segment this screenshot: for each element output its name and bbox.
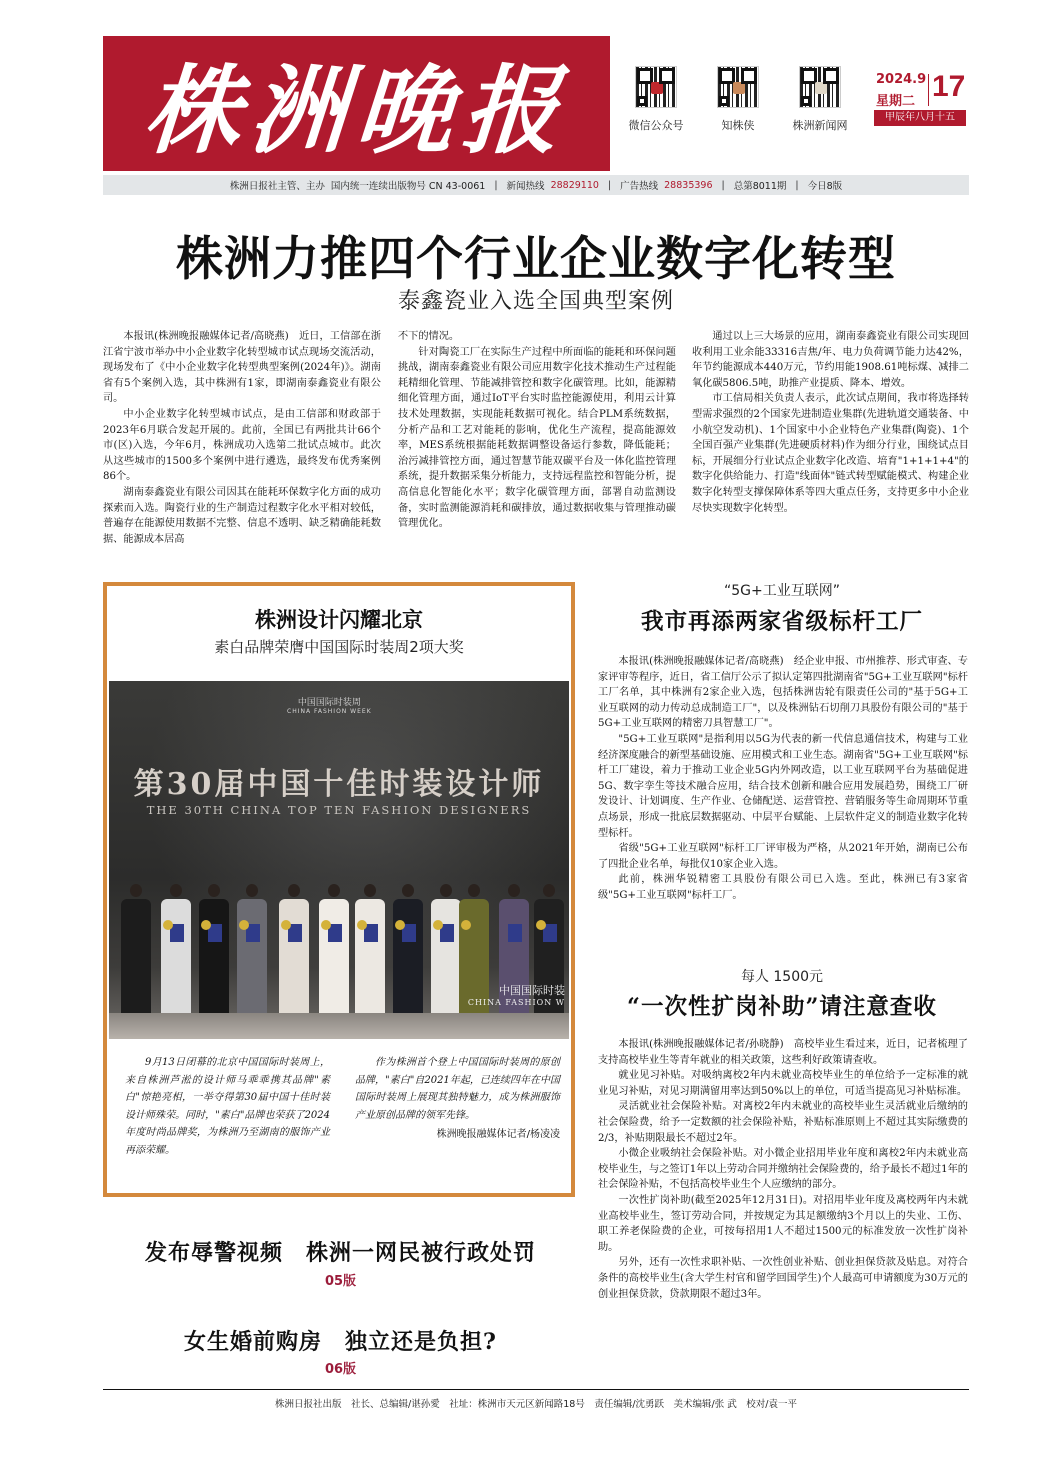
teaser-headline-05[interactable]: 发布辱警视频 株洲一网民被行政处罚 [144, 1240, 536, 1266]
article-5g-kicker: “5G+工业互联网” [724, 583, 840, 599]
footer-imprint: 株洲日报社出版 社长、总编辑/谌孙愛 社址：株洲市天元区新闻路18号 责任编辑/沈勇跃 美术编辑/张 武 校对/袁一平 [275, 1399, 797, 1410]
serial-number: 国内统一连续出版物号 CN 43-0061 [330, 181, 486, 192]
publisher: 株洲日报社主管、主办 [229, 181, 325, 192]
watermark-cn: 中国国际时装 [499, 984, 565, 997]
divider: | [494, 179, 498, 191]
paragraph: 此前，株洲华锐精密工具股份有限公司已入选。至此，株洲已有3家省级"5G+工业互联网"标杆工厂。 [598, 874, 968, 901]
divider: | [607, 179, 612, 191]
newspaper-name: 株洲晚报 [140, 54, 572, 167]
date-weekday: 星期二 [876, 94, 916, 109]
date-divider [928, 74, 929, 106]
feature-text-right [355, 1054, 560, 1144]
paragraph: 省级"5G+工业互联网"标杆工厂评审极为严格，从2021年开始，湖南已公布了四批企业名单，每批仅10家企业入选。 [598, 843, 968, 870]
feature-subheadline: 素白品牌荣膺中国国际时装周2项大奖 [214, 638, 464, 656]
qr-wechat[interactable] [618, 66, 694, 133]
masthead-logo [103, 36, 610, 171]
qr-code-icon [635, 66, 677, 108]
paragraph: "5G+工业互联网"是指利用以5G为代表的新一代信息通信技术，构建与工业经济深度融合的新型基础设施、应用模式和工业生态。湖南省"5G+工业互联网"标杆工厂建设，着力于推动工业企业5G内外网改造，以工业互联网平台为基础促进5G、数字孪生等技术融合应用，结合技术创新和融合应用发展趋势，围绕工厂研发设计、计划调度、生产作业、仓储配送、运营管控、营销服务等生命周期环节重点场景，形成一批底层数据驱动、中层平台赋能、上层软件定义的制造业数字化转型标杆。 [598, 733, 968, 839]
paragraph: 一次性扩岗补助(截至2025年12月31日)。对招用毕业年度及离校两年内未就业高校毕业生，签订劳动合同，并按规定为其足额缴纳3个月以上的失业、工伤、职工养老保险费的企业，可按每招用1人不超过1500元的标准发放一次性扩岗补助。 [598, 1194, 968, 1253]
date-lunar: 甲辰年八月十五 [874, 110, 966, 126]
footer-divider [103, 1389, 969, 1390]
byline: 株洲晚报融媒体记者/杨凌凌 [436, 1129, 560, 1140]
paragraph: 湖南泰鑫瓷业有限公司因其在能耗环保数字化方面的成功探索而入选。陶瓷行业的生产制造过程数字化水平相对较低，普遍存在能源使用数据不完整、信息不透明、缺乏精确能耗数据、能源成本居高 [103, 486, 381, 545]
qr-label: 株洲新闻网 [792, 119, 848, 132]
paragraph: 灵活就业社会保险补贴。对离校2年内未就业的高校毕业生灵活就业后缴纳的社会保险费，给予一定数额的社会保险补贴，补贴标准原则上不超过其实际缴费的2/3，补贴期限最长不超过2年。 [598, 1101, 968, 1144]
feature-text-left [125, 1054, 330, 1159]
ad-hotline-label: 广告热线 [620, 181, 659, 192]
divider: | [795, 179, 799, 191]
date-day: 17 [932, 70, 966, 103]
qr-code-icon [717, 66, 759, 108]
divider: | [721, 179, 725, 191]
lead-column-2 [398, 329, 676, 532]
qr-label: 微信公众号 [628, 119, 684, 132]
paragraph: 中小企业数字化转型城市试点，是由工信部和财政部于2023年6月联合发起开展的。此前，全国已有两批共计66个市(区)入选，今年6月，株洲成功入选第二批试点城市。此次从这些城市的1500多个案例中进行遴选，最终发布优秀案例86个。 [103, 408, 381, 483]
photo-backdrop-subtitle: THE 30TH CHINA TOP TEN FASHION DESIGNERS [146, 803, 532, 817]
paragraph: 本报讯(株洲晚报融媒体记者/孙晓静) 高校毕业生看过来，近日，记者梳理了支持高校毕业生等青年就业的相关政策，这些利好政策请查收。 [598, 1039, 968, 1066]
info-bar [103, 175, 969, 195]
paragraph: 另外，还有一次性求职补贴、一次性创业补贴、创业担保贷款及贴息。对符合条件的高校毕业生(含大学生村官和留学回国学生)个人最高可申请额度为30万元的创业担保贷款，贷款期限不超过3年。 [598, 1257, 968, 1300]
photo-brand-cn: 中国国际时装周 [297, 698, 361, 708]
teaser-page-06[interactable]: 06版 [324, 1362, 357, 1377]
teaser-page-05[interactable]: 05版 [324, 1274, 357, 1289]
qr-label: 知株侠 [721, 119, 755, 132]
paragraph: 市工信局相关负责人表示，此次试点期间，我市将选择转型需求强烈的2个国家先进制造业集群(先进轨道交通装备、中小航空发动机)、1个国家中小企业特色产业集群(陶瓷)、1个全国百强产业集群(先进硬质材料)作为细分行业，围绕试点目标，开展细分行业试点企业数字化改造、培育"1+1+1+4"的数字化供给能力、打造"线面体"链式转型赋能模式、构建企业数字化转型支撑保障体系等四大重点任务，支持更多中小企业尽快实现数字化转型。 [692, 393, 969, 514]
paragraph: 针对陶瓷工厂在实际生产过程中所面临的能耗和环保问题挑战，湖南泰鑫瓷业有限公司应用数字化技术推动生产过程能耗精细化管理、节能减排管控和数字化碳管理。比如，能源精细化管理方面，通过IoT平台实时监控能源使用，利用云计算技术处理数据，实现能耗数据可视化。结合PLM系统数据，分析产品和工艺对能耗的影响，优化生产流程，提高能源效率，MES系统根据能耗数据调整设备运行参数，降低能耗；治污减排管控方面，通过智慧节能双碳平台及一体化监控管理系统，提升数据采集分析能力，支持远程监控和智能分析，提高信息化智能化水平；数字化碳管理方面，部署自动监测设备，实时监测能源消耗和碳排放，通过数据收集与管理推动碳管理优化。 [398, 346, 676, 530]
feature-story-box [103, 582, 575, 1197]
ad-hotline: 28835396 [664, 179, 713, 191]
lead-column-1 [103, 329, 381, 547]
paragraph: 通过以上三大场景的应用，湖南泰鑫瓷业有限公司实现回收利用工业余能33316吉焦/年、电力负荷调节能力达42%，年节约能源成本440万元，节约用能1908.61吨标煤、减排二氧化碳5806.5吨，助推产业提质、降本、增效。 [692, 331, 969, 389]
issue-date [876, 72, 968, 128]
page-count: 今日8版 [807, 181, 843, 192]
photo-brand-mark [287, 695, 372, 715]
lead-headline[interactable]: 株洲力推四个行业企业数字化转型 [176, 232, 896, 287]
paragraph: 不下的情况。 [398, 331, 460, 342]
watermark-en: CHINA FASHION W [467, 998, 565, 1007]
paragraph: 就业见习补贴。对吸纳离校2年内未就业高校毕业生的单位给予一定标准的就业见习补贴，对见习期满留用率达到50%以上的单位，可适当提高见习补贴标准。 [598, 1070, 968, 1097]
photo-brand-en: CHINA FASHION WEEK [287, 708, 372, 715]
article-5g-body [598, 654, 968, 904]
article-5g-headline[interactable]: 我市再添两家省级标杆工厂 [640, 609, 923, 635]
paragraph: 作为株洲首个登上中国国际时装周的原创品牌，"素白"自2021年起，已连续四年在中国国际时装周上展现其独特魅力，成为株洲服饰产业原创品牌的领军先锋。 [355, 1057, 560, 1121]
lead-column-3 [692, 329, 969, 516]
photo-backdrop-title: 第30届中国十佳时装设计师 [133, 767, 545, 802]
paragraph: 本报讯(株洲晚报融媒体记者/高晓燕) 近日，工信部在浙江省宁波市举办中小企业数字化转型城市试点现场交流活动，现场发布了《中小企业数字化转型典型案例(2024年)》。湖南省有5个案例入选，其中株洲有1家，即湖南泰鑫瓷业有限公司。 [103, 331, 381, 405]
article-subsidy-body [598, 1037, 968, 1302]
award-ceremony-photo [109, 681, 569, 1039]
qr-zhizhuxia[interactable] [700, 66, 776, 133]
paragraph: 9月13日闭幕的北京中国国际时装周上，来自株洲芦淞的设计师马乖乖携其品牌"素白"惊艳亮相，一举夺得第30届中国十佳时装设计师殊荣。同时，"素白"品牌也荣获了2024年度时尚品牌奖，为株洲乃至湖南的服饰产业再添荣耀。 [125, 1057, 330, 1156]
teaser-headline-06[interactable]: 女生婚前购房 独立还是负担? [184, 1329, 497, 1355]
paragraph: 小微企业吸纳社会保险补贴。对小微企业招用毕业年度和离校2年内未就业高校毕业生，与之签订1年以上劳动合同并缴纳社会保险费的，给予最长不超过1年的社会保险补贴，不包括高校毕业生个人应缴纳的部分。 [598, 1148, 968, 1191]
qr-code-icon [799, 66, 841, 108]
news-hotline-label: 新闻热线 [506, 181, 545, 192]
article-subsidy-kicker: 每人 1500元 [740, 969, 824, 985]
date-year-month: 2024.9 [876, 72, 927, 87]
article-subsidy-headline[interactable]: “一次性扩岗补助”请注意查收 [627, 994, 937, 1020]
feature-headline[interactable]: 株洲设计闪耀北京 [255, 607, 423, 632]
stage-floor [109, 1013, 569, 1039]
news-hotline: 28829110 [550, 179, 599, 191]
photo-watermark [468, 982, 565, 1007]
paragraph: 本报讯(株洲晚报融媒体记者/高晓燕) 经企业申报、市州推荐、形式审查、专家评审等程序，近日，省工信厅公示了拟认定第四批湖南省"5G+工业互联网"标杆工厂名单，其中株洲有2家企业入选，包括株洲齿轮有限责任公司的"基于5G+工业互联网的动力传动总成制造工厂"，以及株洲钻石切削刀具股份有限公司的"基于5G+工业互联网的精密刀具智慧工厂"。 [598, 656, 968, 730]
issue-number: 总第8011期 [733, 181, 787, 192]
lead-subheadline: 泰鑫瓷业入选全国典型案例 [397, 289, 674, 314]
qr-news-site[interactable] [782, 66, 858, 133]
